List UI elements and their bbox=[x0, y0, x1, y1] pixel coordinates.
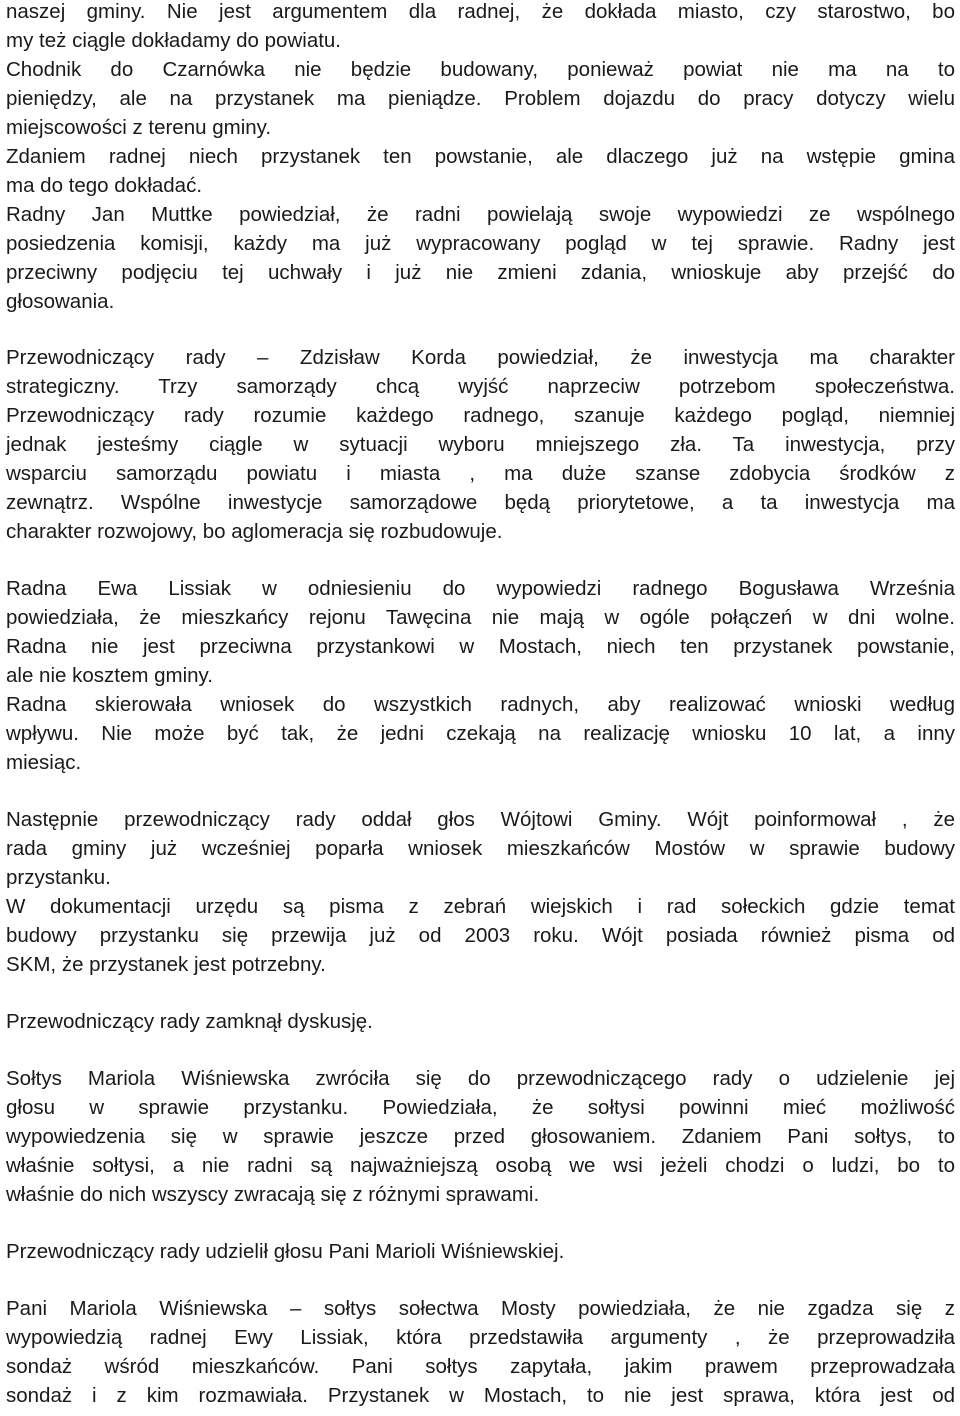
text-line: Przewodniczący rady rozumie każdego radnego, szanuje każdego pogląd, niemniej bbox=[6, 404, 955, 427]
text-line: Radny Jan Muttke powiedział, że radni powielają swoje wypowiedzi ze wspólnego bbox=[6, 203, 955, 226]
text-line: wpływu. Nie może być tak, że jedni czekają na realizację wniosku 10 lat, a inny bbox=[6, 722, 955, 745]
text-line: sondaż wśród mieszkańców. Pani sołtys zapytała, jakim prawem przeprowadzała bbox=[6, 1355, 955, 1378]
text-line: sondaż i z kim rozmawiała. Przystanek w Mostach, to nie jest sprawa, która jest od bbox=[6, 1384, 955, 1407]
text-line: Zdaniem radnej niech przystanek ten powstanie, ale dlaczego już na wstępie gmina bbox=[6, 145, 955, 168]
text-line: rada gminy już wcześniej poparła wniosek mieszkańców Mostów w sprawie budowy bbox=[6, 837, 955, 860]
text-line: Następnie przewodniczący rady oddał głos Wójtowi Gminy. Wójt poinformował , że bbox=[6, 808, 955, 831]
text-line: charakter rozwojowy, bo aglomeracja się rozbudowuje. bbox=[6, 520, 503, 543]
text-line: zewnątrz. Wspólne inwestycje samorządowe będą priorytetowe, a ta inwestycja ma bbox=[6, 491, 955, 514]
text-line: posiedzenia komisji, każdy ma już wypracowany pogląd w tej sprawie. Radny jest bbox=[6, 232, 955, 255]
text-line: my też ciągle dokładamy do powiatu. bbox=[6, 29, 342, 52]
text-line: głosu w sprawie przystanku. Powiedziała, że sołtysi powinni mieć możliwość bbox=[6, 1096, 955, 1119]
text-line: wypowiedzenia się w sprawie jeszcze przed głosowaniem. Zdaniem Pani sołtys, to bbox=[6, 1125, 955, 1148]
text-line: miesiąc. bbox=[6, 751, 82, 774]
text-line: wsparciu samorządu powiatu i miasta , ma duże szanse zdobycia środków z bbox=[6, 462, 955, 485]
text-line: ale nie kosztem gminy. bbox=[6, 664, 213, 687]
text-line: naszej gminy. Nie jest argumentem dla radnej, że dokłada miasto, czy starostwo, bo bbox=[6, 0, 955, 23]
text-line: W dokumentacji urzędu są pisma z zebrań wiejskich i rad sołeckich gdzie temat bbox=[6, 895, 955, 918]
text-line: budowy przystanku się przewija już od 2003 roku. Wójt posiada również pisma od bbox=[6, 924, 955, 947]
text-line: powiedziała, że mieszkańcy rejonu Tawęcina nie mają w ogóle połączeń w dni wolne. bbox=[6, 606, 955, 629]
text-line: Pani Mariola Wiśniewska – sołtys sołectwa Mosty powiedziała, że nie zgadza się z bbox=[6, 1297, 955, 1320]
text-line: Radna skierowała wniosek do wszystkich radnych, aby realizować wnioski według bbox=[6, 693, 955, 716]
text-line: wypowiedzią radnej Ewy Lissiak, która przedstawiła argumenty , że przeprowadziła bbox=[6, 1326, 955, 1349]
text-line: głosowania. bbox=[6, 290, 115, 313]
text-line: miejscowości z terenu gminy. bbox=[6, 116, 272, 139]
text-line: przeciwny podjęciu tej uchwały i już nie zmieni zdania, wnioskuje aby przejść do bbox=[6, 261, 955, 284]
text-line: jednak jesteśmy ciągle w sytuacji wyboru mniejszego zła. Ta inwestycja, przy bbox=[6, 433, 955, 456]
text-line: strategiczny. Trzy samorządy chcą wyjść naprzeciw potrzebom społeczeństwa. bbox=[6, 375, 955, 398]
text-line: właśnie sołtysi, a nie radni są najważniejszą osobą we wsi jeżeli chodzi o ludzi, bo to bbox=[6, 1154, 955, 1177]
text-line: SKM, że przystanek jest potrzebny. bbox=[6, 953, 326, 976]
text-line: przystanku. bbox=[6, 866, 111, 889]
text-line: Chodnik do Czarnówka nie będzie budowany, ponieważ powiat nie ma na to bbox=[6, 58, 955, 81]
text-line: Przewodniczący rady zamknął dyskusję. bbox=[6, 1010, 373, 1033]
text-line: Radna nie jest przeciwna przystankowi w Mostach, niech ten przystanek powstanie, bbox=[6, 635, 955, 658]
text-line: właśnie do nich wszyscy zwracają się z różnymi sprawami. bbox=[6, 1183, 540, 1206]
text-line: Sołtys Mariola Wiśniewska zwróciła się do przewodniczącego rady o udzielenie jej bbox=[6, 1067, 955, 1090]
text-line: Przewodniczący rady – Zdzisław Korda powiedział, że inwestycja ma charakter bbox=[6, 346, 955, 369]
text-line: pieniędzy, ale na przystanek ma pieniądze. Problem dojazdu do pracy dotyczy wielu bbox=[6, 87, 955, 110]
text-line: Radna Ewa Lissiak w odniesieniu do wypowiedzi radnego Bogusława Września bbox=[6, 577, 955, 600]
text-line: ma do tego dokładać. bbox=[6, 174, 203, 197]
text-line: Przewodniczący rady udzielił głosu Pani Marioli Wiśniewskiej. bbox=[6, 1240, 565, 1263]
